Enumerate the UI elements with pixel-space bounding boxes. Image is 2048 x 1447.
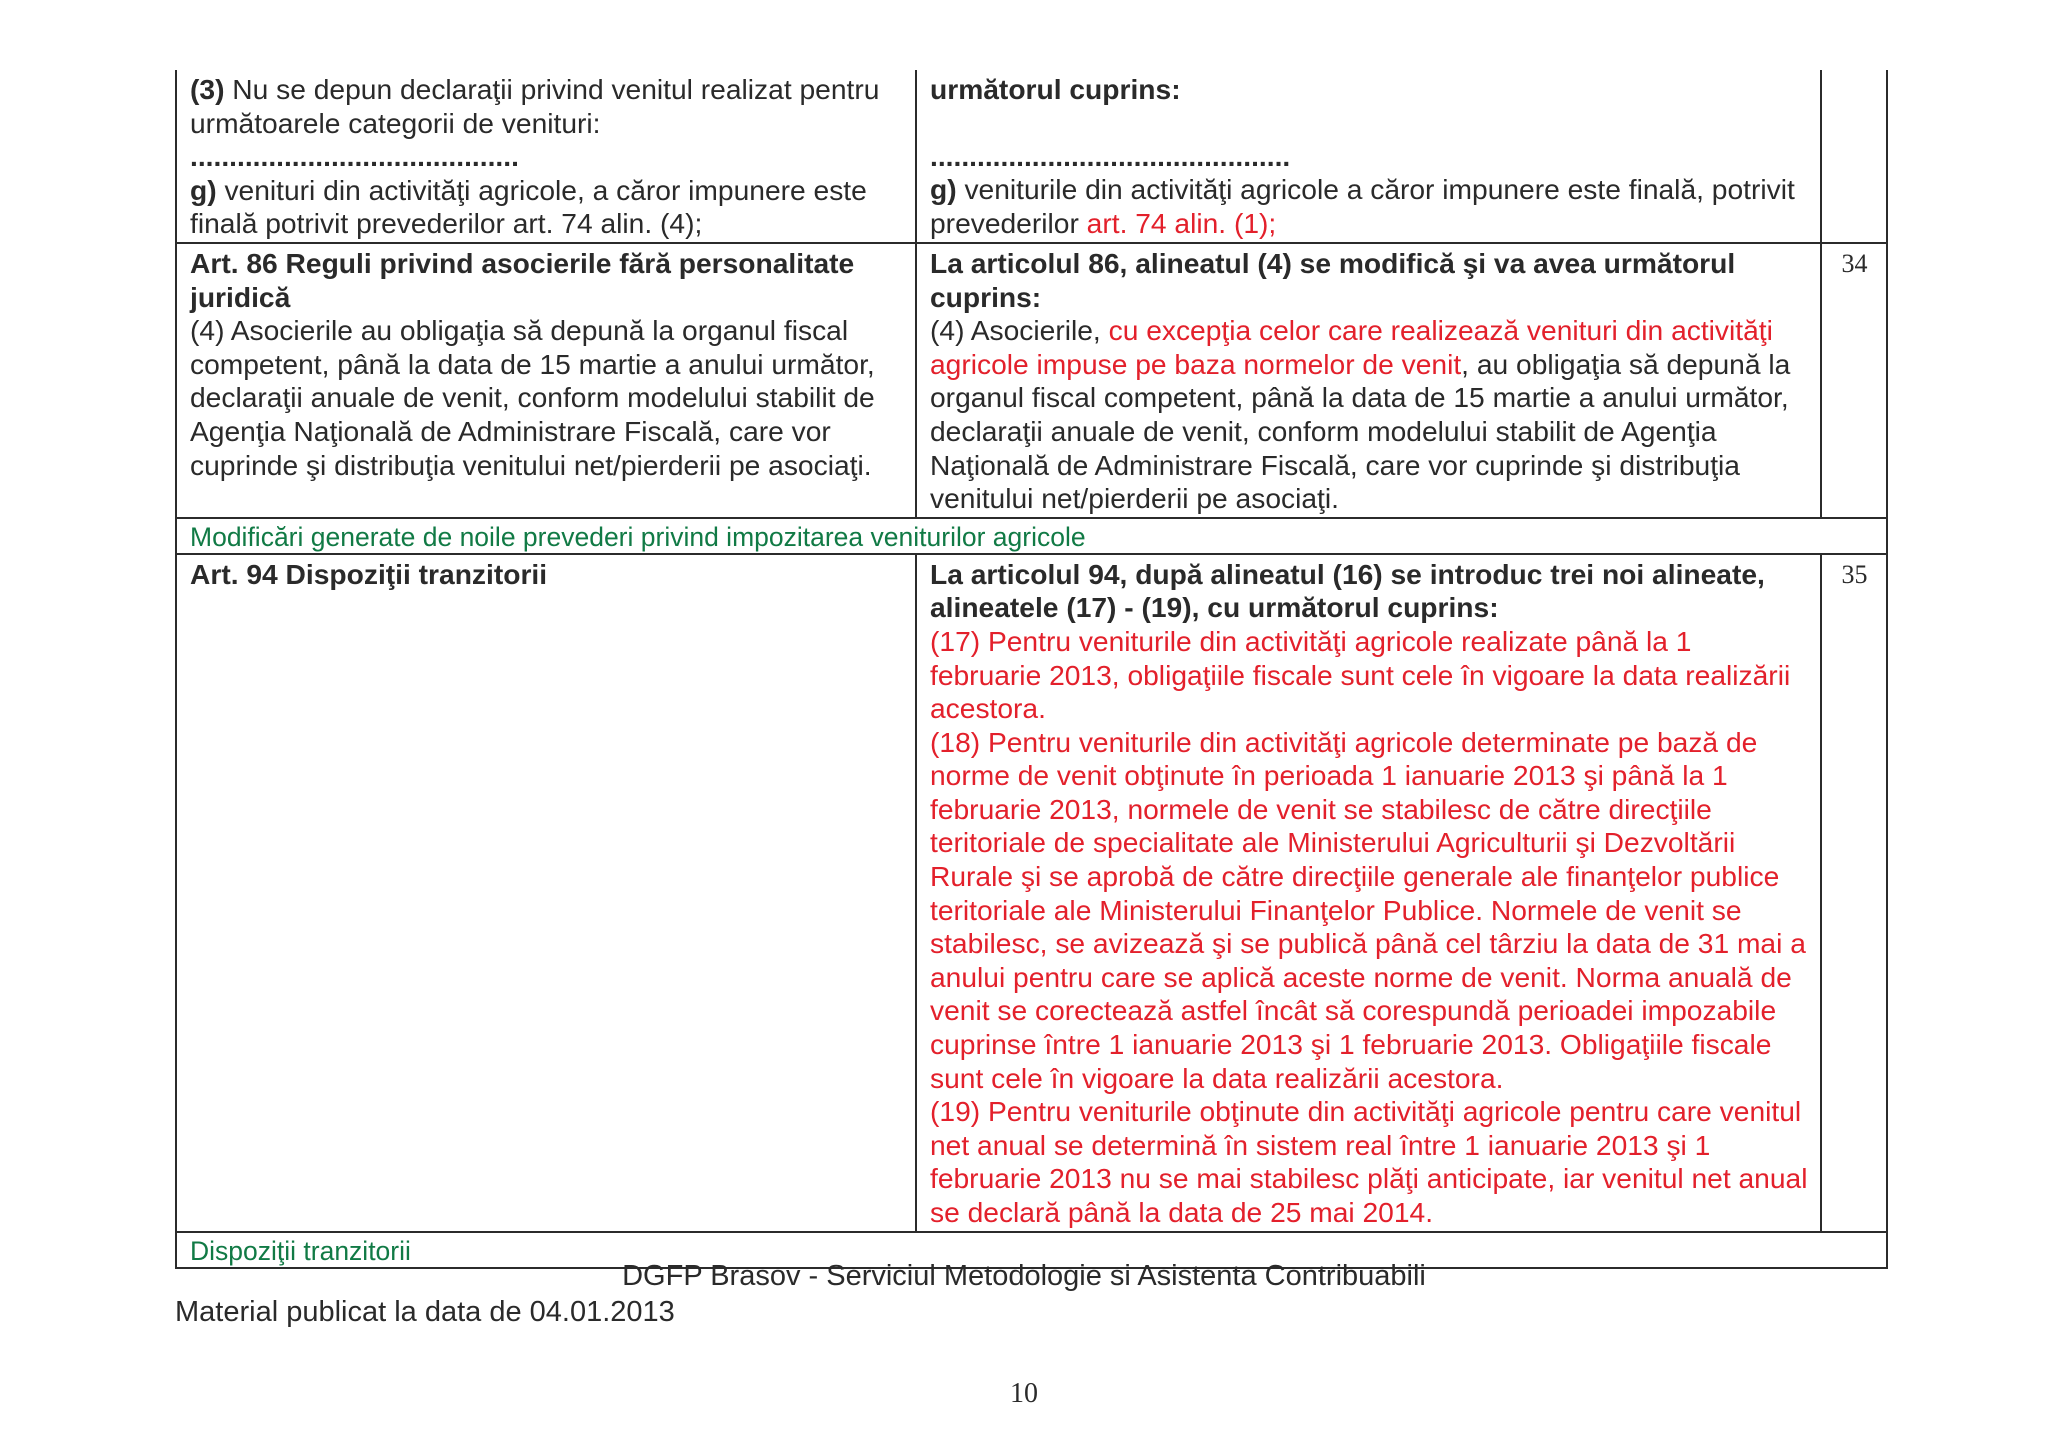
row2-left-cell <box>176 243 916 518</box>
paragraph-17: (17) Pentru veniturile din activităţi agricole realizate până la 1 februarie 2013, obligaţiile fiscale sunt cele în vigoare la data realizării acestora. <box>930 624 1791 725</box>
row1-left-cell <box>176 70 916 243</box>
amendment-heading: La articolul 86, alineatul (4) se modifică şi va avea următorul cuprins: <box>930 246 1736 313</box>
letter-text: venituri din activităţi agricole, a căror impunere este finală potrivit prevederilor art. 74 alin. (4); <box>190 173 867 240</box>
page-number: 10 <box>1010 1378 1038 1409</box>
ellipsis-dots: .............................................. <box>930 139 1291 172</box>
table-row <box>176 70 1887 243</box>
row-number: 35 <box>1821 554 1887 1232</box>
table-row <box>176 554 1887 1232</box>
amendment-text-end: , au obligaţia să depună la organul fiscal competent, până la data de 15 martie a anului următor, declaraţii anuale de venit, conform modelului stabilit de Agenţia Naţională de Administrare Fiscală, care vor cuprinde şi distribuţia venitului net/pierderii pe asociaţi. <box>930 347 1791 515</box>
amendment-text-start: (4) Asocierile, <box>930 314 1109 347</box>
article-heading: Art. 86 Reguli privind asocierile fără personalitate juridică <box>190 246 855 313</box>
row3-right-cell <box>916 554 1821 1232</box>
row2-right-cell <box>916 243 1821 518</box>
paragraph-18: (18) Pentru veniturile din activităţi agricole determinate pe bază de norme de venit obţinute în perioada 1 ianuarie 2013 şi până la 1 februarie 2013, normele de venit se stabilesc de către direcţiile teritoriale de specialitate ale Ministerului Agriculturii şi Dezvoltării Rurale şi se aprobă de către direcţiile generale ale finanţelor publice teritoriale ale Ministerului Finanţelor Publice. Normele de venit se stabilesc, se avizează şi se publică până cel târziu la data de 31 mai a anului pentru care se aplică aceste norme de venit. Norma anuală de venit se corectează astfel încât să corespundă perioadei impozabile cuprinse între 1 ianuarie 2013 şi 1 februarie 2013. Obligaţiile fiscale sunt cele în vigoare la data realizării acestora. <box>930 725 1806 1094</box>
section-note: Modificări generate de noile prevederi privind impozitarea veniturilor agricole <box>176 518 1887 554</box>
row1-number-cell <box>1821 70 1887 243</box>
row-number: 34 <box>1821 243 1887 518</box>
footer-publication-date: Material publicat la data de 04.01.2013 <box>175 1296 675 1328</box>
paragraph-19: (19) Pentru veniturile obţinute din activităţi agricole pentru care venitul net anual se determină în sistem real între 1 ianuarie 2013 şi 1 februarie 2013 nu se mai stabilesc plăţi anticipate, iar venitul net anual se declară până la data de 25 mai 2014. <box>930 1095 1808 1228</box>
paragraph-text: Nu se depun declaraţii privind venitul realizat pentru următoarele categorii de venituri: <box>190 73 880 139</box>
spacer <box>930 107 1808 140</box>
paragraph-number: (3) <box>190 73 225 105</box>
footer-organization: DGFP Brasov - Serviciul Metodologie si Asistenta Contribuabili <box>622 1260 1426 1292</box>
table-note-row <box>176 518 1887 554</box>
amendment-heading: La articolul 94, după alineatul (16) se introduc trei noi alineate, alineatele (17) - (19), cu următorul cuprins: <box>930 557 1765 624</box>
article-text: (4) Asocierile au obligaţia să depună la organul fiscal competent, până la data de 15 martie a anului următor, declaraţii anuale de venit, conform modelului stabilit de Agenţia Naţională de Administrare Fiscală, care vor cuprinde şi distribuţia venitului net/pierderii pe asociaţi. <box>190 314 875 481</box>
section-note: Dispoziţii tranzitorii <box>176 1232 1887 1268</box>
letter-label: g) <box>930 173 957 206</box>
table-row <box>176 243 1887 518</box>
article-heading: Art. 94 Dispoziţii tranzitorii <box>190 557 548 590</box>
amended-reference: art. 74 alin. (1); <box>1086 206 1277 239</box>
row3-left-cell <box>176 554 916 1232</box>
letter-text: veniturile din activităţi agricole a căror impunere este finală, potrivit prevederilor <box>930 173 1795 239</box>
letter-label: g) <box>190 173 217 206</box>
legislation-comparison-table <box>175 70 1888 1269</box>
row1-right-cell <box>916 70 1821 243</box>
amendment-new-text: cu excepţia celor care realizează venituri din activităţi agricole impuse pe baza normelor de venit <box>930 314 1773 380</box>
ellipsis-dots: .......................................... <box>190 140 519 173</box>
amendment-heading: următorul cuprins: <box>930 73 1181 105</box>
